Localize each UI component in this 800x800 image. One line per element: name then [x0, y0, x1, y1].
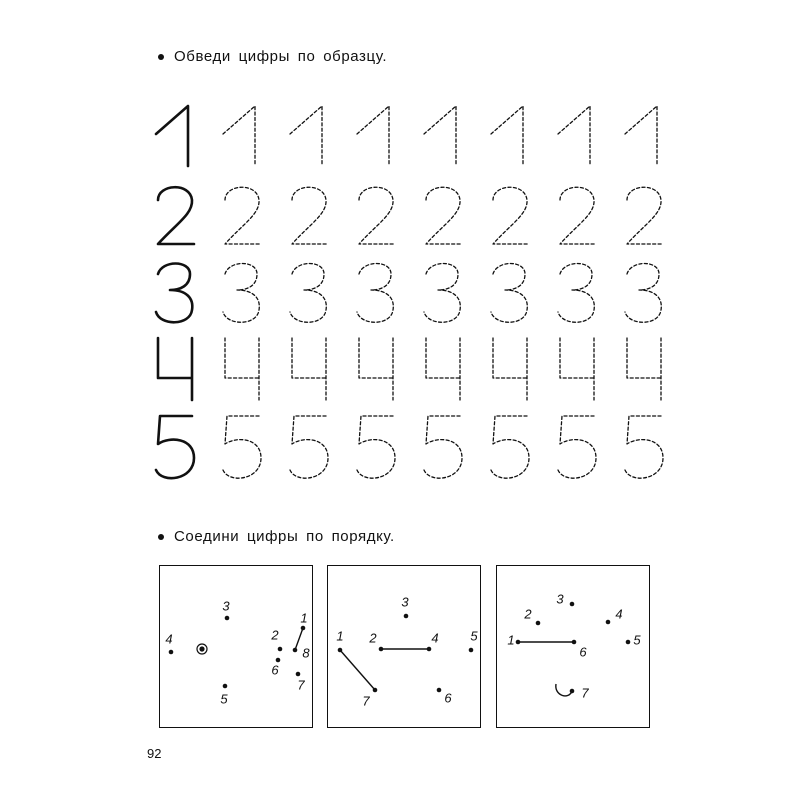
dot-label-7: 7: [581, 685, 589, 701]
dot-label-6: 6: [271, 662, 279, 678]
sample-digit-4: [150, 334, 200, 406]
sample-digit-2: [150, 178, 200, 250]
dot-4[interactable]: [427, 647, 432, 652]
dot-label-4: 4: [431, 630, 439, 646]
dot-3[interactable]: [225, 616, 230, 621]
dot-8[interactable]: [293, 648, 298, 653]
page-number: 92: [147, 746, 162, 761]
bullet-icon: [158, 534, 164, 540]
dot-label-1: 1: [336, 628, 344, 644]
trace-digit-1[interactable]: [619, 100, 669, 172]
trace-row-4: [150, 334, 670, 416]
dot-7[interactable]: [373, 688, 378, 693]
trace-digit-3[interactable]: [351, 256, 401, 328]
trace-digit-1[interactable]: [284, 100, 334, 172]
trace-digit-2[interactable]: [284, 178, 334, 250]
trace-row-5: [150, 412, 670, 494]
instruction-trace: [158, 48, 387, 65]
connect-dots-box-3: [496, 565, 650, 728]
dot-label-7: 7: [297, 677, 305, 693]
trace-digit-1[interactable]: [217, 100, 267, 172]
trace-digit-3[interactable]: [284, 256, 334, 328]
trace-digit-3[interactable]: [418, 256, 468, 328]
dot-label-5: 5: [220, 691, 228, 707]
dot-label-7: 7: [362, 693, 370, 709]
dot-5[interactable]: [469, 648, 474, 653]
sample-digit-1: [150, 100, 200, 172]
dot-label-3: 3: [556, 591, 564, 607]
dots-canvas[interactable]: [160, 566, 314, 729]
connect-dots-box-2: [327, 565, 481, 728]
dot-7[interactable]: [570, 689, 575, 694]
trace-row-1: [150, 100, 670, 182]
trace-digit-1[interactable]: [485, 100, 535, 172]
dot-label-1: 1: [300, 610, 308, 626]
dot-label-2: 2: [524, 606, 532, 622]
dot-6[interactable]: [572, 640, 577, 645]
trace-digit-3[interactable]: [552, 256, 602, 328]
trace-row-2: [150, 178, 670, 260]
dots-canvas[interactable]: [328, 566, 482, 729]
trace-digit-4[interactable]: [284, 334, 334, 406]
trace-digit-5[interactable]: [552, 412, 602, 484]
dot-label-3: 3: [222, 598, 230, 614]
trace-digit-2[interactable]: [552, 178, 602, 250]
dot-label-6: 6: [444, 690, 452, 706]
trace-digit-1[interactable]: [552, 100, 602, 172]
dot-label-8: 8: [302, 645, 310, 661]
dot-label-6: 6: [579, 644, 587, 660]
dot-4[interactable]: [169, 650, 174, 655]
eye-pupil: [199, 646, 204, 651]
dot-2[interactable]: [379, 647, 384, 652]
trace-digit-4[interactable]: [418, 334, 468, 406]
dot-3[interactable]: [570, 602, 575, 607]
dot-label-2: 2: [369, 630, 377, 646]
instruction-trace-text: Обведи цифры по образцу.: [174, 48, 388, 65]
trace-digit-5[interactable]: [284, 412, 334, 484]
bullet-icon: [158, 54, 164, 60]
trace-digit-2[interactable]: [351, 178, 401, 250]
trace-row-3: [150, 256, 670, 338]
dot-label-5: 5: [470, 628, 478, 644]
instruction-connect: [158, 528, 395, 545]
dot-label-4: 4: [615, 606, 623, 622]
dot-1[interactable]: [516, 640, 521, 645]
trace-digit-1[interactable]: [351, 100, 401, 172]
dot-label-5: 5: [633, 632, 641, 648]
sample-digit-5: [150, 412, 200, 484]
dot-2[interactable]: [536, 621, 541, 626]
dot-label-3: 3: [401, 594, 409, 610]
trace-digit-4[interactable]: [619, 334, 669, 406]
dot-label-2: 2: [271, 627, 279, 643]
trace-digit-4[interactable]: [552, 334, 602, 406]
trace-digit-4[interactable]: [351, 334, 401, 406]
trace-digit-2[interactable]: [418, 178, 468, 250]
trace-digit-4[interactable]: [217, 334, 267, 406]
dot-1[interactable]: [338, 648, 343, 653]
trace-digit-3[interactable]: [619, 256, 669, 328]
dot-1[interactable]: [301, 626, 306, 631]
dots-canvas[interactable]: [497, 566, 651, 729]
dot-7[interactable]: [296, 672, 301, 677]
trace-digit-3[interactable]: [217, 256, 267, 328]
trace-digit-5[interactable]: [351, 412, 401, 484]
dot-5[interactable]: [223, 684, 228, 689]
dot-4[interactable]: [606, 620, 611, 625]
dot-label-4: 4: [165, 631, 173, 647]
dot-5[interactable]: [626, 640, 631, 645]
dot-6[interactable]: [437, 688, 442, 693]
sample-digit-3: [150, 256, 200, 328]
trace-digit-3[interactable]: [485, 256, 535, 328]
connect-line-1-7: [340, 650, 375, 690]
trace-digit-5[interactable]: [485, 412, 535, 484]
connect-dots-area: [159, 565, 655, 731]
hook-curve: [556, 684, 572, 696]
dot-3[interactable]: [404, 614, 409, 619]
instruction-connect-text: Соедини цифры по порядку.: [174, 528, 395, 545]
trace-digit-4[interactable]: [485, 334, 535, 406]
trace-digit-2[interactable]: [619, 178, 669, 250]
trace-digit-5[interactable]: [217, 412, 267, 484]
trace-digit-2[interactable]: [217, 178, 267, 250]
trace-digit-5[interactable]: [619, 412, 669, 484]
trace-digit-2[interactable]: [485, 178, 535, 250]
dot-label-1: 1: [507, 632, 515, 648]
trace-digit-1[interactable]: [418, 100, 468, 172]
dot-2[interactable]: [278, 647, 283, 652]
trace-digit-5[interactable]: [418, 412, 468, 484]
connect-dots-box-1: [159, 565, 313, 728]
